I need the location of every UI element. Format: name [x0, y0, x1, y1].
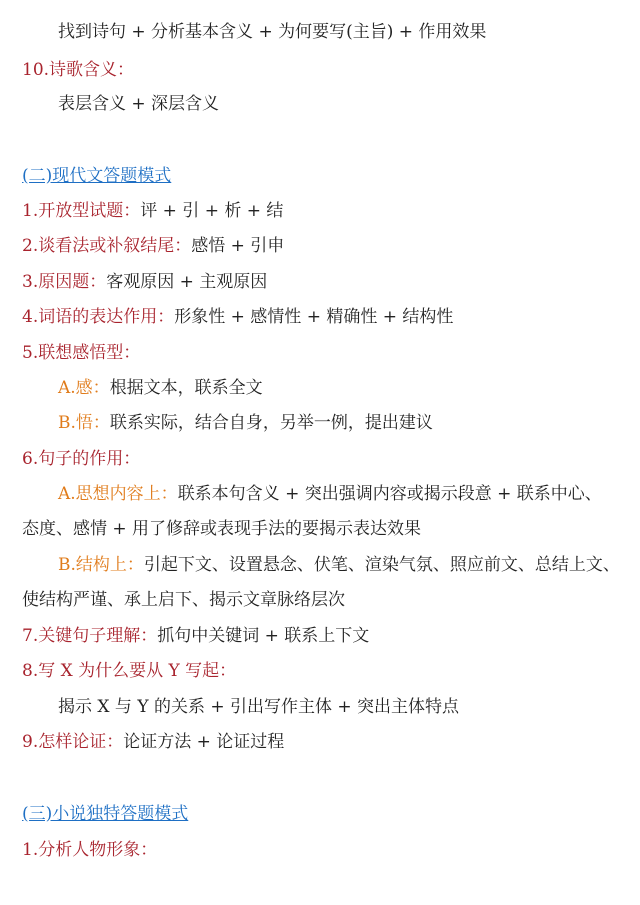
- item-text: 抓句中关键词 + 联系上下文: [157, 626, 370, 646]
- item-why-start-heading: [22, 660, 236, 682]
- item-key-sentence: [22, 625, 369, 647]
- item-label: 1.分析人物形象：: [22, 840, 158, 860]
- subitem-structure-continued: [22, 589, 345, 611]
- item-text: 评 + 引 + 析 + 结: [140, 201, 284, 221]
- subitem-feel: [58, 377, 263, 399]
- subitem-text: 使结构严谨、承上启下、揭示文章脉络层次: [22, 590, 345, 610]
- body-text: 揭示 X 与 Y 的关系 + 引出写作主体 + 突出主体特点: [58, 697, 460, 717]
- why-start-text: [58, 696, 459, 718]
- item-sentence-function-heading: [22, 448, 140, 470]
- item-label: 5.联想感悟型：: [22, 343, 141, 363]
- item-text: 客观原因 + 主观原因: [106, 272, 268, 292]
- item-text: 形象性 + 感情性 + 精确性 + 结构性: [174, 307, 454, 327]
- item-label: 7.关键句子理解：: [22, 626, 158, 646]
- item-label: 10.诗歌含义：: [22, 60, 135, 80]
- section-heading-text[interactable]: (二)现代文答题模式: [22, 166, 172, 186]
- item-label: 9.怎样论证：: [22, 732, 124, 752]
- item-association-heading: [22, 342, 140, 364]
- item-label: 2.谈看法或补叙结尾：: [22, 236, 192, 256]
- subitem-content: [58, 483, 602, 505]
- subitem-label: A.思想内容上：: [58, 484, 178, 504]
- item-label: 4.词语的表达作用：: [22, 307, 175, 327]
- poem-meaning-text: [58, 93, 219, 115]
- item-argumentation: [22, 731, 284, 753]
- item-label: 6.句子的作用：: [22, 449, 141, 469]
- item-label: 3.原因题：: [22, 272, 107, 292]
- subitem-label: B.悟：: [58, 413, 110, 433]
- item-reason-question: [22, 271, 267, 293]
- subitem-text: 根据文本，联系全文: [109, 378, 263, 398]
- subitem-text: 联系本句含义 + 突出强调内容或揭示段意 + 联系中心、: [177, 484, 602, 504]
- item-word-function: [22, 306, 453, 328]
- subitem-content-continued: [22, 518, 421, 540]
- item-text: 感悟 + 引申: [191, 236, 285, 256]
- item-label: 8.写 X 为什么要从 Y 写起：: [22, 661, 237, 681]
- subitem-label: B.结构上：: [58, 555, 144, 575]
- formula-text: 找到诗句 + 分析基本含义 + 为何要写(主旨) + 作用效果: [58, 22, 487, 42]
- section-heading-novel[interactable]: [22, 803, 188, 825]
- item-poem-meaning-heading: [22, 59, 134, 81]
- item-open-question: [22, 200, 283, 222]
- body-text: 表层含义 + 深层含义: [58, 94, 220, 114]
- subitem-text: 态度、感情 + 用了修辞或表现手法的要揭示表达效果: [22, 519, 422, 539]
- subitem-text: 联系实际，结合自身，另举一例，提出建议: [109, 413, 433, 433]
- subitem-structure: [58, 554, 620, 576]
- subitem-text: 引起下文、设置悬念、伏笔、渲染气氛、照应前文、总结上文、: [143, 555, 620, 575]
- subitem-label: A.感：: [58, 378, 110, 398]
- subitem-realize: [58, 412, 433, 434]
- item-text: 论证方法 + 论证过程: [123, 732, 285, 752]
- poem-answer-formula: [58, 21, 486, 43]
- section-heading-modern-prose[interactable]: [22, 165, 171, 187]
- item-label: 1.开放型试题：: [22, 201, 141, 221]
- section-heading-text[interactable]: (三)小说独特答题模式: [22, 804, 189, 824]
- item-character-analysis-heading: [22, 839, 157, 861]
- item-opinion-ending: [22, 235, 284, 257]
